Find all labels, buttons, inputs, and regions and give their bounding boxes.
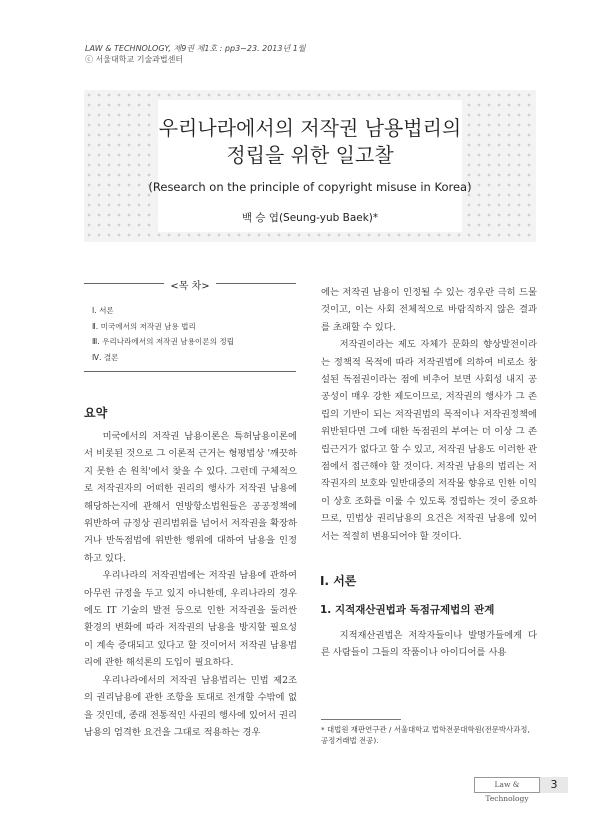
- toc-item: Ⅱ. 미국에서의 저작권 남용 법리: [92, 321, 196, 331]
- body-paragraph: 지적재산권법은 저작자들이나 발명가들에게 다른 사람들이 그들의 작품이나 아이디어를 사용: [321, 630, 537, 659]
- toc-heading: <목 차>: [164, 281, 215, 292]
- section-heading: Ⅰ. 서론: [320, 574, 357, 588]
- table-of-contents: [84, 283, 296, 372]
- abstract-paragraph: 우리나라의 저작권법에는 저작권 남용에 관하여 아무런 규정을 두고 있지 아니한데, 우리나라의 경우에도 IT 기술의 발전 등으로 인한 저작권을 둘러싼 환경의 변화에 따라 저작권의 남용을 방지할 필요성이 계속 증대되고 있다고 할 것이어서 저작권 남용법리에 관한 해석론의 도입이 필요하다.: [84, 570, 297, 669]
- publisher-line: ⓒ 서울대학교 기술과법센터: [85, 55, 184, 64]
- toc-item: Ⅰ. 서론: [92, 306, 114, 315]
- footnote: * 대법원 재판연구관 / 서울대학교 법학전문대학원(전문박사과정, 공정거래법 전공).: [321, 725, 530, 745]
- paper-title-line1: 우리나라에서의 저작권 남용법리의: [158, 116, 462, 140]
- journal-citation: LAW & TECHNOLOGY, 제9권 제1호 : pp3∼23. 2013년 1월: [85, 44, 306, 53]
- footer-journal-label: Law & Technology: [474, 777, 540, 793]
- right-column-top: [321, 284, 537, 545]
- abstract-paragraph: 미국에서의 저작권 남용이론은 특허남용이론에서 비롯된 것으로 그 이론적 근거는 형평법상 '깨끗하지 못한 손 원칙'에서 찾을 수 있다. 그런데 구체적으로 저작권자의 어떠한 권리의 행사가 저작권 남용에 해당하는지에 관해서 연방항소법원들은 공공정책에 위반하여 규정상 권리범위를 넘어서 저작권을 확장하거나 반독점법에 위반한 행위에 대하여 남용을 인정하고 있다.: [84, 431, 297, 564]
- journal-header: [85, 43, 306, 65]
- subsection-heading: 1. 지적재산권법과 독점규제법의 관계: [320, 604, 495, 616]
- body-paragraph: 에는 저작권 남용이 인정될 수 있는 경우란 극히 드물 것이고, 이는 사회 전체적으로 바람직하지 않은 결과를 초래할 수 있다.: [321, 287, 537, 333]
- title-panel: [148, 100, 472, 232]
- page-number: 3: [540, 777, 568, 793]
- toc-item: Ⅳ. 결론: [92, 352, 119, 362]
- abstract-paragraph: 우리나라에서의 저작권 남용법리는 민법 제2조의 권리남용에 관한 조항을 토대로 전개할 수밖에 없을 것인데, 종래 전통적인 사권의 행사에 있어서 권리남용의 엄격한 요건을 그대로 적용하는 경우: [84, 674, 297, 738]
- paper-title: [158, 115, 462, 169]
- paper-title-english: (Research on the principle of copyright misuse in Korea): [148, 180, 472, 194]
- body-paragraph: 저작권이라는 제도 자체가 문화의 향상발전이라는 정책적 목적에 따라 저작권법에 의하여 비로소 창설된 독점권이라는 점에 비추어 보면 사회성 내지 공공성이 매우 강한 제도이므로, 저작권의 행사가 그 존립의 기반이 되는 저작권법의 목적이나 저작권정책에 위반된다면 그에 대한 독점권의 부여는 더 이상 그 존립근거가 없다고 할 수 있고, 저작권 남용도 이러한 관점에서 접근해야 할 것이다. 저작권 남용의 법리는 저작권자의 보호와 일반대중의 저작물 향유로 인한 이익이 상호 조화를 이룰 수 있도록 정립하는 것이 중요하므로, 민법상 권리남용의 요건은 저작권 남용에 있어서는 적절히 변용되어야 할 것이다.: [321, 339, 537, 542]
- paper-title-line2: 정립을 위한 일고찰: [226, 143, 394, 167]
- footnote-divider: [321, 719, 401, 720]
- toc-list: [92, 303, 234, 365]
- title-box: [84, 90, 536, 242]
- right-column-bottom: [321, 627, 537, 662]
- author: 백 승 엽(Seung-yub Baek)*: [241, 212, 379, 224]
- toc-item: Ⅲ. 우리나라에서의 저작권 남용이론의 정립: [92, 337, 235, 346]
- abstract-body: [84, 428, 297, 741]
- abstract-heading: 요약: [84, 406, 108, 420]
